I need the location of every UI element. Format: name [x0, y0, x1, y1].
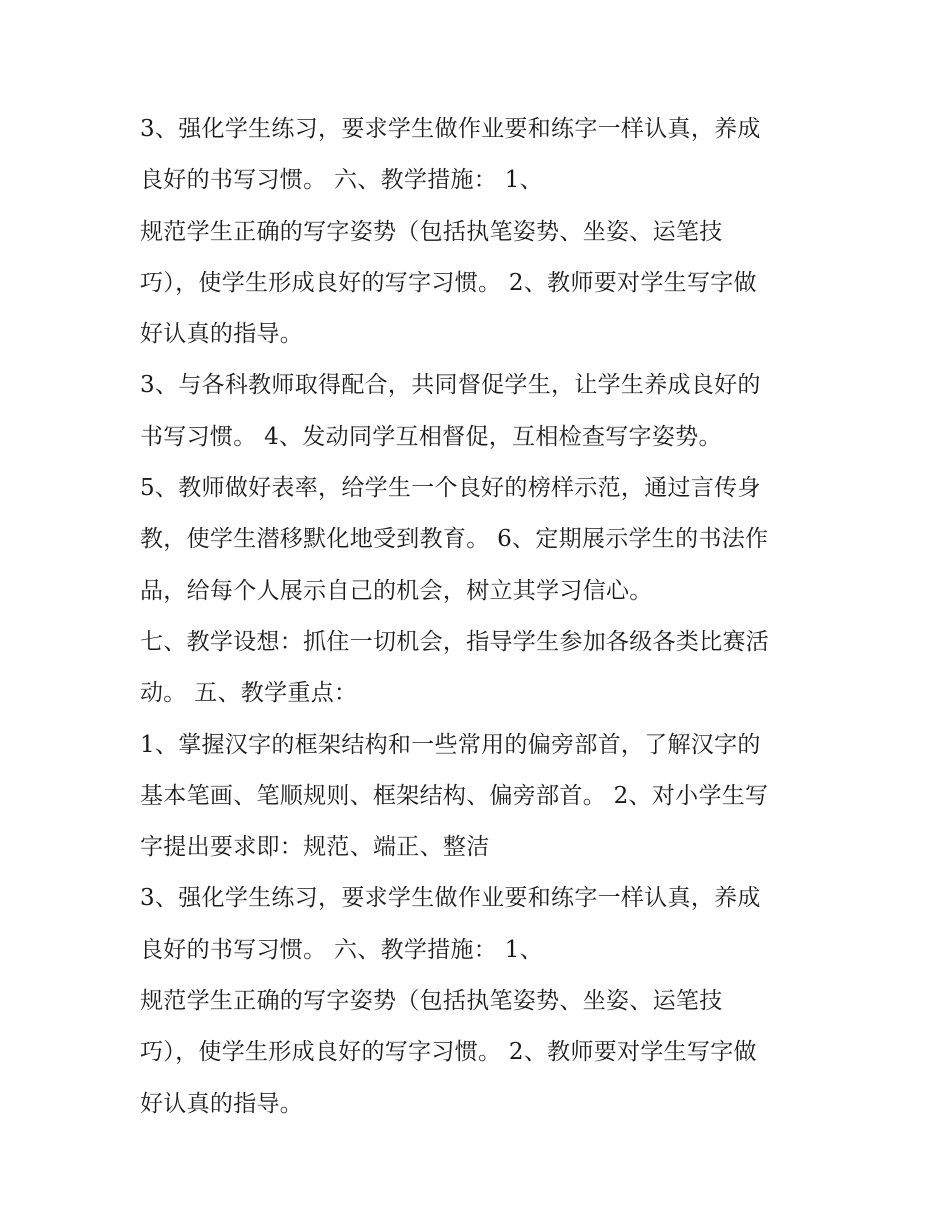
text-line: 3、强化学生练习，要求学生做作业要和练字一样认真，养成	[140, 885, 761, 912]
text-line: 七、教学设想：抓住一切机会，指导学生参加各级各类比赛活	[140, 628, 770, 655]
text-line: 1、掌握汉字的框架结构和一些常用的偏旁部首，了解汉字的	[140, 731, 761, 758]
text-line: 巧），使学生形成良好的写字习惯。 2、教师要对学生写字做	[140, 269, 757, 296]
text-line: 好认真的指导。	[140, 1090, 304, 1117]
text-line: 教，使学生潜移默化地受到教育。 6、定期展示学生的书法作	[140, 526, 769, 553]
document-body	[140, 104, 820, 1130]
text-line: 动。 五、教学重点：	[140, 680, 358, 707]
text-line: 好认真的指导。	[140, 321, 304, 348]
text-line: 巧），使学生形成良好的写字习惯。 2、教师要对学生写字做	[140, 1039, 757, 1066]
text-line: 品，给每个人展示自己的机会，树立其学习信心。	[140, 577, 653, 604]
text-line: 良好的书写习惯。 六、教学措施： 1、	[140, 167, 543, 194]
text-line: 规范学生正确的写字姿势（包括执笔姿势、坐姿、运笔技	[140, 218, 723, 245]
text-line: 3、强化学生练习，要求学生做作业要和练字一样认真，养成	[140, 116, 761, 142]
text-line: 5、教师做好表率，给学生一个良好的榜样示范，通过言传身	[140, 475, 761, 502]
text-line: 字提出要求即：规范、端正、整洁	[140, 834, 490, 861]
text-line: 基本笔画、笔顺规则、框架结构、偏旁部首。 2、对小学生写	[140, 782, 769, 809]
text-line: 良好的书写习惯。 六、教学措施： 1、	[140, 936, 543, 963]
text-line: 3、与各科教师取得配合，共同督促学生，让学生养成良好的	[140, 372, 761, 399]
text-line: 规范学生正确的写字姿势（包括执笔姿势、坐姿、运笔技	[140, 988, 723, 1015]
text-line: 书写习惯。 4、发动同学互相督促，互相检查写字姿势。	[140, 423, 722, 450]
